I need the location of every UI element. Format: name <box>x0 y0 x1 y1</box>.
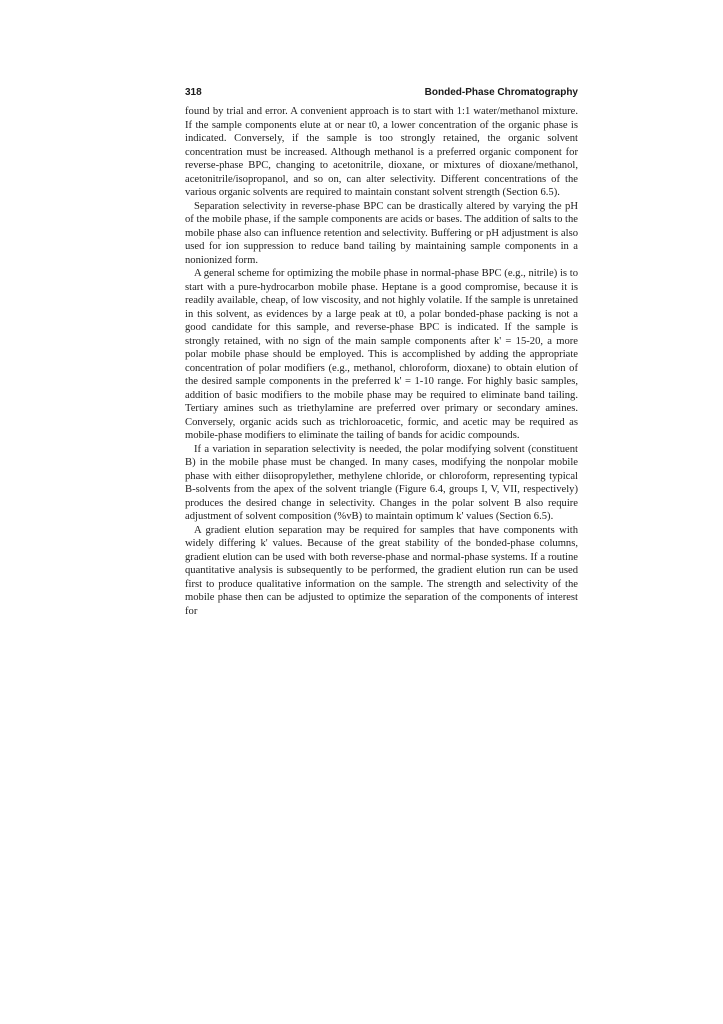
paragraph-2: Separation selectivity in reverse-phase BPC can be drastically altered by varying the pH of the mobile phase, if the sample components are acids or bases. The addition of salts to the mobile phase also can influence retention and selectivity. Buffering or pH adjustment is also used for ion suppression to reduce band tailing by maintaining sample components in a nonionized form. <box>185 200 578 266</box>
page-header <box>185 87 578 101</box>
paragraph-5: A gradient elution separation may be required for samples that have components with widely differing k' values. Because of the great stability of the bonded-phase columns, gradient elution can be used with both reverse-phase and normal-phase systems. If a routine quantitative analysis is subsequently to be performed, the gradient elution run can be used first to produce qualitative information on the sample. The strength and selectivity of the mobile phase then can be adjusted to optimize the separation of the components of interest for <box>185 524 578 617</box>
page-number: 318 <box>185 87 202 98</box>
running-title: Bonded-Phase Chromatography <box>424 87 578 98</box>
paragraph-4: If a variation in separation selectivity is needed, the polar modifying solvent (constituent B) in the mobile phase must be changed. In many cases, modifying the nonpolar mobile phase with either diisopropylether, methylene chloride, or chloroform, representing typical B-solvents from the apex of the solvent triangle (Figure 6.4, groups I, V, VII, respectively) produces the desired change in selectivity. Changes in the polar solvent B also require adjustment of solvent composition (%vB) to maintain optimum k' values (Section 6.5). <box>185 443 578 522</box>
paragraph-3: A general scheme for optimizing the mobile phase in normal-phase BPC (e.g., nitrile) is to start with a pure-hydrocarbon mobile phase. Heptane is a good compromise, because it is readily available, cheap, of low viscosity, and not highly volatile. If the sample is unretained in this solvent, as evidences by a large peak at t0, a polar bonded-phase packing is not a good candidate for this sample, and reverse-phase BPC is indicated. If the sample is strongly retained, with no sign of the main sample components after k' = 15-20, a more polar mobile phase should be employed. This is accomplished by adding the appropriate concentration of polar modifiers (e.g., methanol, chloroform, dioxane) to obtain elution of the desired sample components in the preferred k' = 1-10 range. For highly basic samples, addition of basic modifiers to the mobile phase may be required to eliminate band tailing. Tertiary amines such as triethylamine are preferred over primary or secondary amines. Conversely, organic acids such as trichloroacetic, formic, and acetic may be required as mobile-phase modifiers to eliminate the tailing of bands for acidic compounds. <box>185 268 578 441</box>
paragraph-1: found by trial and error. A convenient approach is to start with 1:1 water/methanol mixture. If the sample components elute at or near t0, a lower concentration of the organic phase is indicated. Conversely, if the sample is too strongly retained, the organic solvent concentration must be increased. Although methanol is a preferred organic component for reverse-phase BPC, changing to acetonitrile, dioxane, or mixtures of dioxane/methanol, acetonitrile/isopropanol, and so on, can alter selectivity. Different concentrations of the various organic solvents are required to maintain constant solvent strength (Section 6.5). <box>185 106 578 198</box>
body-text <box>185 105 578 618</box>
